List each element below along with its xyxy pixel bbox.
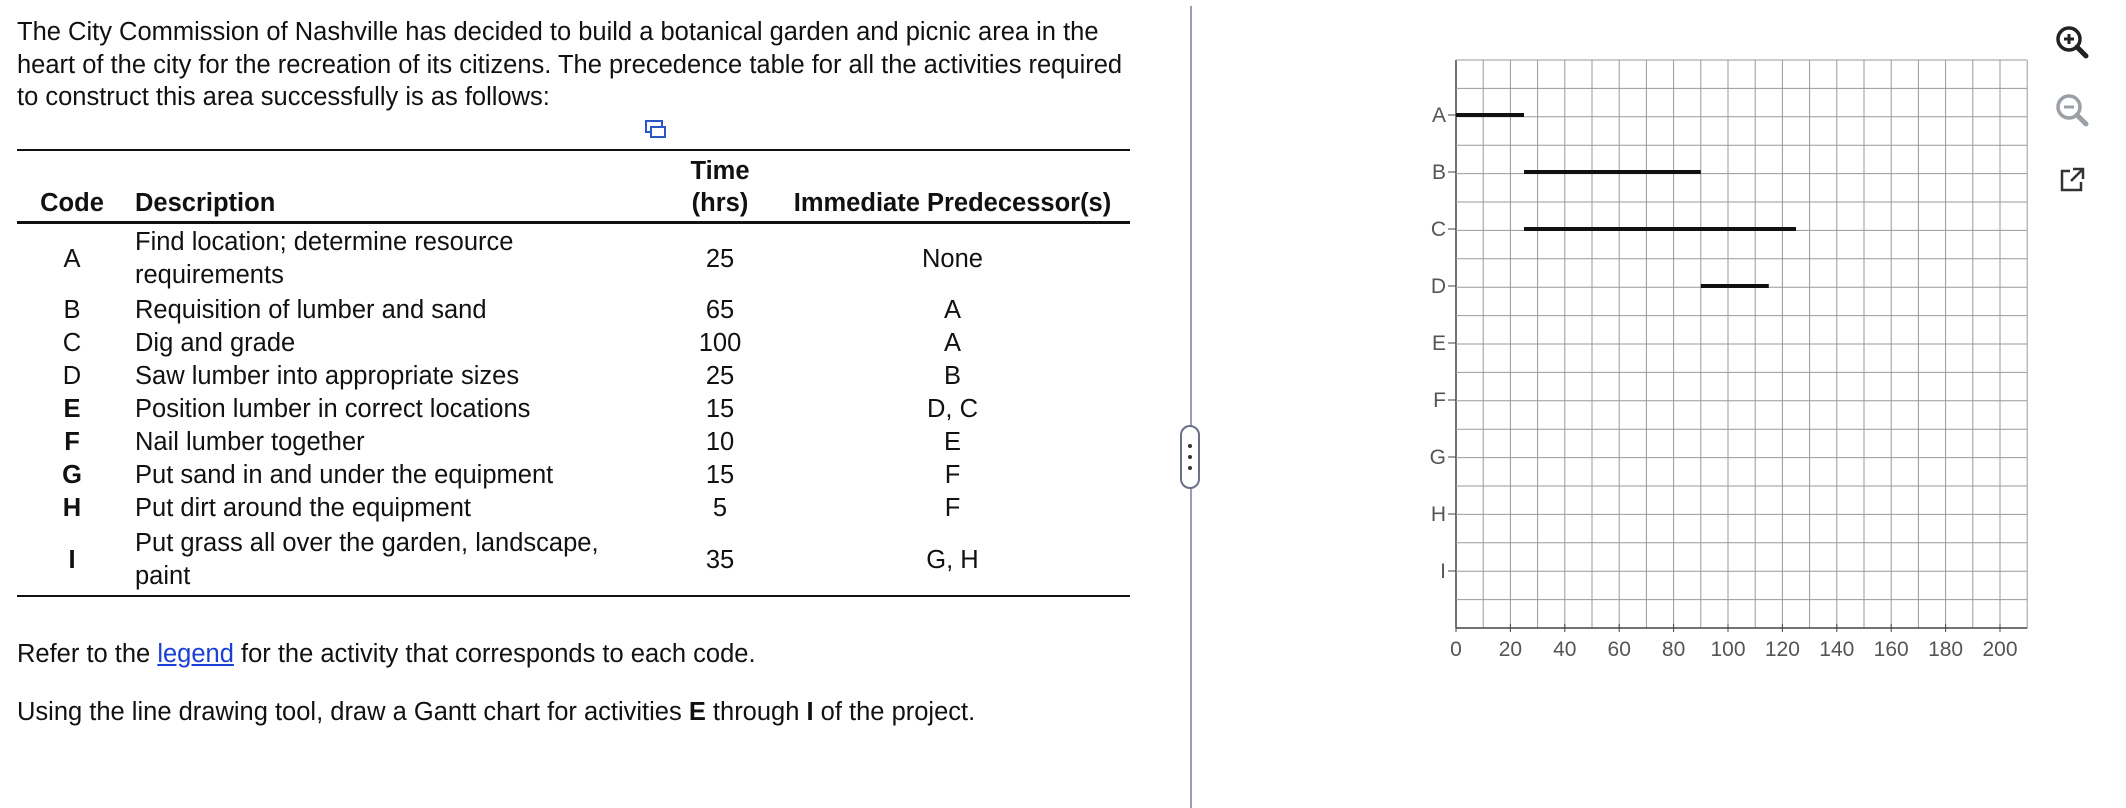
table-header-row — [17, 150, 1130, 223]
row-code: E — [63, 395, 81, 423]
row-description: Saw lumber into appropriate sizes — [135, 362, 520, 390]
row-time: 25 — [705, 244, 735, 273]
y-category-label: A — [1431, 104, 1446, 127]
table-row — [17, 459, 1130, 492]
refer-text-before: Refer to the — [17, 640, 158, 668]
table-row — [17, 327, 1130, 360]
row-code: A — [63, 244, 81, 273]
x-tick-label: 120 — [1764, 638, 1800, 661]
header-time — [665, 150, 775, 223]
row-predecessors: E — [943, 428, 961, 456]
resize-handle-icon[interactable] — [1180, 425, 1200, 489]
table-row — [17, 294, 1130, 327]
row-predecessors: F — [944, 494, 961, 522]
table-row — [17, 360, 1130, 393]
header-time-line1: Time — [690, 157, 750, 185]
row-time: 25 — [705, 362, 735, 390]
row-description: Nail lumber together — [135, 428, 365, 456]
header-description: Description — [135, 189, 276, 217]
table-row — [17, 492, 1130, 525]
y-category-label: B — [1431, 161, 1446, 184]
x-tick-label: 40 — [1553, 638, 1577, 661]
legend-link[interactable]: legend — [157, 640, 234, 668]
row-description: Position lumber in correct locations — [135, 395, 531, 423]
row-code: H — [62, 494, 82, 522]
row-predecessors: G, H — [926, 545, 979, 574]
instruction-after: of the project. — [813, 698, 976, 726]
y-category-label: E — [1431, 332, 1446, 355]
table-row — [17, 426, 1130, 459]
table-row — [17, 223, 1130, 295]
problem-panel — [17, 0, 1137, 726]
row-time: 15 — [705, 461, 735, 489]
row-time: 15 — [705, 395, 735, 423]
y-category-label: D — [1430, 275, 1446, 298]
table-row — [17, 393, 1130, 426]
header-code: Code — [40, 189, 104, 217]
x-tick-label: 60 — [1607, 638, 1631, 661]
y-category-label: F — [1433, 389, 1446, 412]
row-description: Requisition of lumber and sand — [135, 296, 487, 324]
x-tick-label: 140 — [1819, 638, 1855, 661]
x-tick-label: 80 — [1661, 638, 1686, 661]
x-tick-label: 200 — [1982, 638, 2018, 661]
row-code: I — [68, 545, 76, 574]
row-predecessors: A — [943, 329, 961, 357]
row-time: 100 — [698, 329, 742, 357]
x-tick-label: 160 — [1873, 638, 1909, 661]
x-tick-label: 20 — [1498, 638, 1523, 661]
y-category-label: C — [1430, 218, 1446, 241]
row-predecessors: D, C — [927, 395, 978, 423]
row-description: Put dirt around the equipment — [135, 494, 471, 522]
row-description: Put grass all over the garden, landscape, paint — [135, 529, 599, 590]
intro-text: The City Commission of Nashville has decided to build a botanical garden and picnic area in the heart of the city for the recreation of its citizens. The precedence table for all the activities required to construct this area successfully is as follows: — [17, 18, 1123, 111]
x-tick-label: 100 — [1710, 638, 1746, 661]
copy-table-icon[interactable] — [645, 120, 667, 140]
precedence-table — [17, 149, 1130, 597]
y-category-label: H — [1430, 503, 1446, 526]
row-description: Dig and grade — [135, 329, 296, 357]
zoom-out-icon[interactable] — [2052, 90, 2092, 130]
instruction-text — [17, 698, 975, 727]
row-predecessors: None — [922, 244, 983, 273]
row-code: B — [63, 296, 81, 324]
row-predecessors: A — [943, 296, 961, 324]
table-row — [17, 525, 1130, 596]
row-predecessors: B — [943, 362, 961, 390]
x-tick-label: 0 — [1450, 638, 1462, 661]
external-link-icon[interactable] — [2052, 160, 2092, 200]
refer-text-after: for the activity that corresponds to each code. — [233, 640, 756, 668]
header-time-line2: (hrs) — [691, 189, 749, 217]
instruction-middle: through — [705, 698, 807, 726]
row-description: Find location; determine resource requirements — [135, 228, 514, 289]
instruction-bold-e: E — [688, 698, 706, 726]
y-category-label: G — [1429, 446, 1446, 469]
zoom-in-icon[interactable] — [2052, 22, 2092, 62]
y-category-label: I — [1440, 560, 1446, 583]
row-predecessors: F — [944, 461, 961, 489]
row-time: 35 — [705, 545, 735, 574]
legend-reference — [17, 640, 756, 669]
row-code: D — [62, 362, 82, 390]
row-time: 5 — [712, 494, 728, 522]
row-time: 10 — [705, 428, 735, 456]
header-predecessors: Immediate Predecessor(s) — [793, 189, 1112, 217]
row-code: G — [62, 461, 82, 489]
gantt-chart[interactable] — [1400, 40, 2040, 680]
row-description: Put sand in and under the equipment — [135, 461, 554, 489]
row-code: F — [64, 428, 80, 456]
instruction-bold-i: I — [806, 698, 814, 726]
instruction-before: Using the line drawing tool, draw a Gantt chart for activities — [17, 698, 689, 726]
row-code: C — [62, 329, 82, 357]
panel-divider[interactable] — [1190, 6, 1192, 808]
row-time: 65 — [705, 296, 735, 324]
x-tick-label: 180 — [1928, 638, 1964, 661]
